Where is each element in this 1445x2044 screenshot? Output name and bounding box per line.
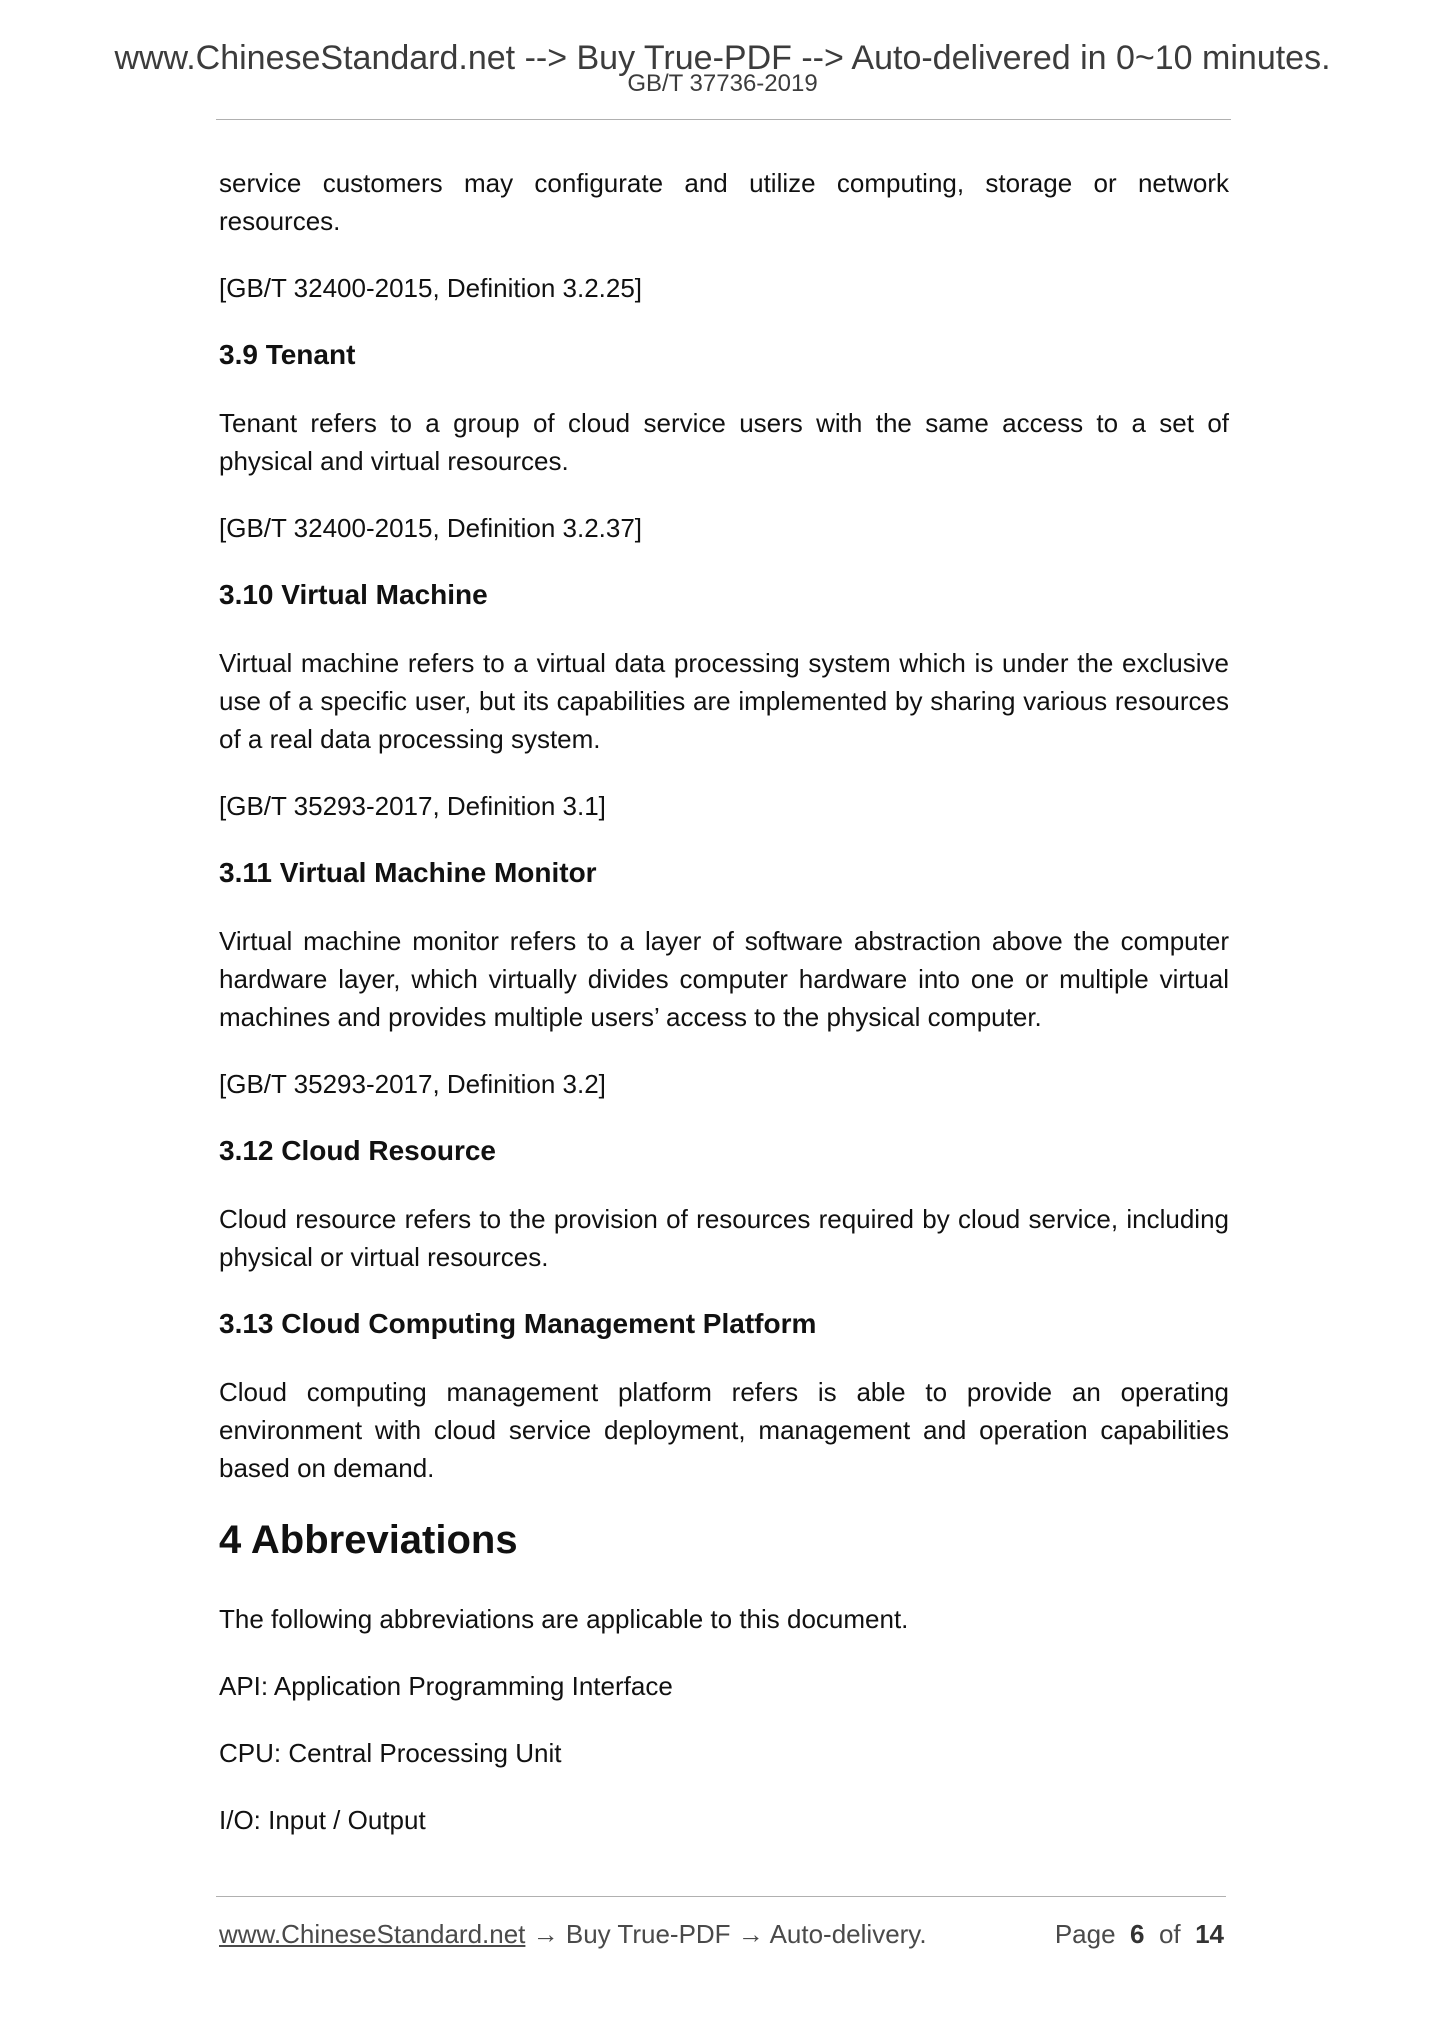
paragraph-3-9: Tenant refers to a group of cloud service users with the same access to a set of physical and virtual resources. xyxy=(219,408,1229,476)
reference-3-8: [GB/T 32400-2015, Definition 3.2.25] xyxy=(219,273,643,303)
abbreviation-item: API: Application Programming Interface xyxy=(219,1671,673,1701)
of-label: of xyxy=(1158,1919,1181,1949)
heading-3-9: 3.9 Tenant xyxy=(219,339,356,370)
heading-4-abbreviations: 4 Abbreviations xyxy=(219,1518,518,1562)
page-footer xyxy=(219,1917,1229,1951)
paragraph-4-intro: The following abbreviations are applicable to this document. xyxy=(219,1604,909,1634)
footer-tail-text: → Buy True-PDF → Auto-delivery. xyxy=(525,1919,927,1949)
reference-3-10: [GB/T 35293-2017, Definition 3.1] xyxy=(219,791,606,821)
page-content xyxy=(219,164,1229,1868)
page-total: 14 xyxy=(1195,1919,1224,1949)
footer-site-link[interactable]: www.ChineseStandard.net xyxy=(219,1919,526,1949)
paragraph-continuation: service customers may configurate and utilize computing, storage or network resources. xyxy=(219,168,1229,236)
reference-3-9: [GB/T 32400-2015, Definition 3.2.37] xyxy=(219,513,643,543)
heading-3-13: 3.13 Cloud Computing Management Platform xyxy=(219,1308,817,1339)
paragraph-3-11: Virtual machine monitor refers to a layer of software abstraction above the computer hardware layer, which virtually divides computer hardware into one or multiple virtual machines and provides multiple users’ access to the physical computer. xyxy=(219,926,1229,1032)
document-code: GB/T 37736-2019 xyxy=(627,70,818,97)
page-number: 6 xyxy=(1130,1919,1145,1949)
footer-divider xyxy=(216,1896,1226,1897)
paragraph-3-10: Virtual machine refers to a virtual data processing system which is under the exclusive use of a specific user, but its capabilities are implemented by sharing various resources of a real data processing system. xyxy=(219,648,1229,754)
paragraph-3-13: Cloud computing management platform refers is able to provide an operating environment with cloud service deployment, management and operation capabilities based on demand. xyxy=(219,1377,1229,1483)
abbreviation-item: CPU: Central Processing Unit xyxy=(219,1738,562,1768)
paragraph-3-12: Cloud resource refers to the provision of resources required by cloud service, including physical or virtual resources. xyxy=(219,1204,1229,1272)
site-banner: www.ChineseStandard.net --> Buy True-PDF --> Auto-delivered in 0~10 minutes. xyxy=(114,39,1331,77)
heading-3-11: 3.11 Virtual Machine Monitor xyxy=(219,857,597,888)
heading-3-10: 3.10 Virtual Machine xyxy=(219,579,488,610)
heading-3-12: 3.12 Cloud Resource xyxy=(219,1135,496,1166)
page-indicator xyxy=(1055,1917,1224,1951)
abbreviation-item: I/O: Input / Output xyxy=(219,1805,426,1835)
header-divider xyxy=(216,119,1231,120)
reference-3-11: [GB/T 35293-2017, Definition 3.2] xyxy=(219,1069,606,1099)
page-label: Page xyxy=(1054,1919,1116,1949)
footer-left xyxy=(219,1917,927,1951)
